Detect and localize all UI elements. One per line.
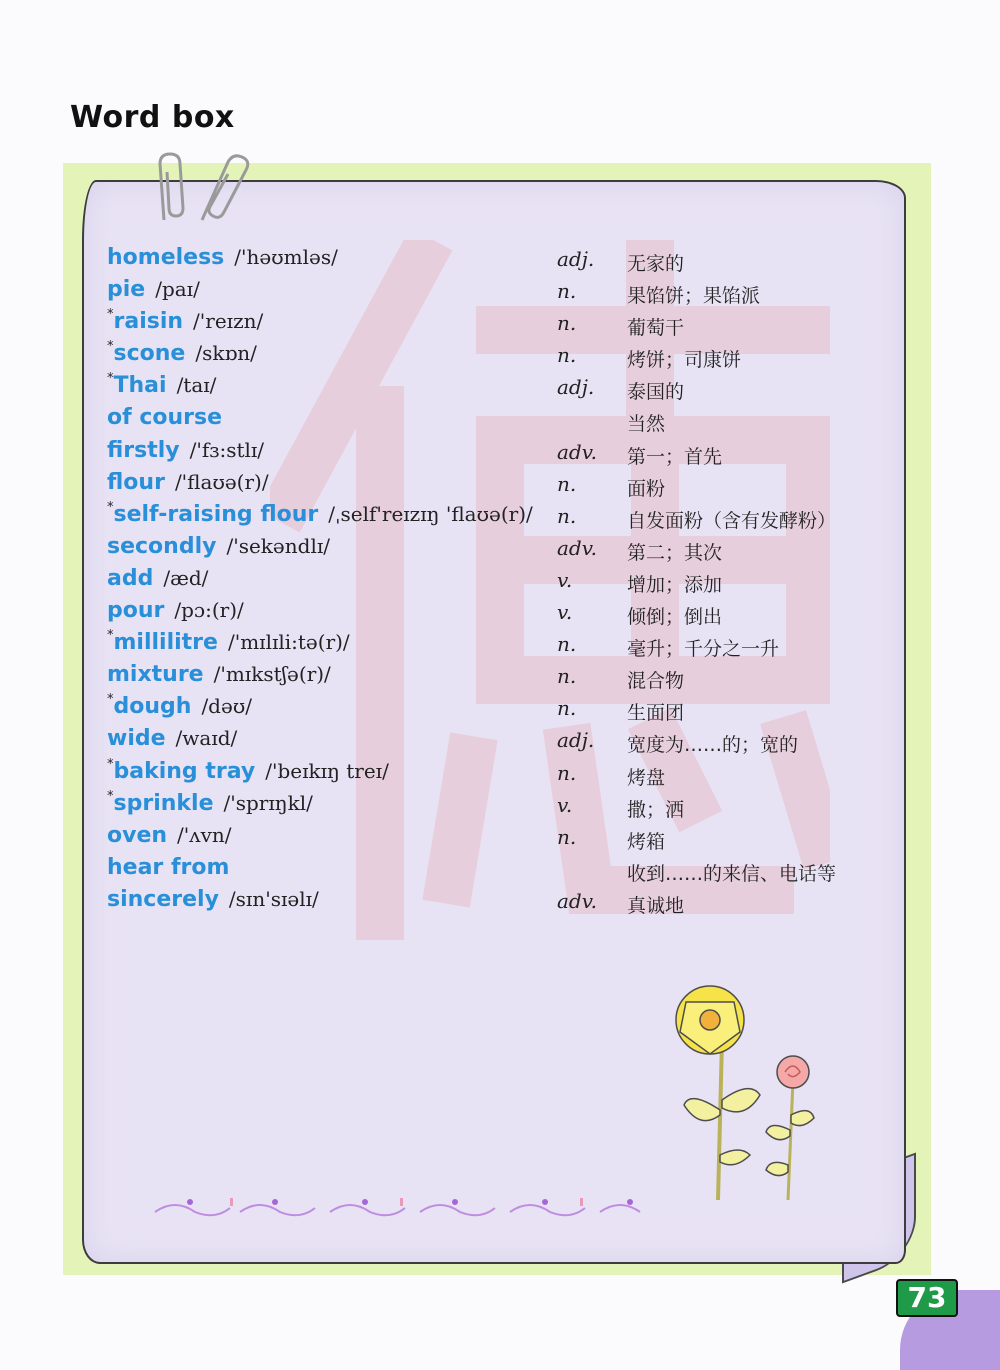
phonetic: /sɪn'sɪəlɪ/ [228,886,319,911]
word-term: *Thai /taɪ/ [107,371,217,399]
list-item [107,436,897,468]
phonetic: /'mɪkstʃə(r)/ [213,662,331,687]
meaning: 果馅饼；果馅派 [627,285,761,308]
word-term: pie /paɪ/ [107,277,200,303]
part-of-speech: v. [557,792,573,817]
meaning: 真诚地 [627,894,685,917]
meaning: 第一；首先 [627,445,723,468]
part-of-speech: n. [557,696,577,721]
list-item [107,724,897,756]
word-term: *sprinkle /'sprɪŋkl/ [107,788,313,816]
part-of-speech: adv. [557,888,598,913]
meaning: 增加；添加 [627,573,723,596]
ornament-border [150,1190,650,1230]
list-item [107,532,897,564]
word-term: firstly /'fɜ:stlɪ/ [107,437,265,463]
flower-icon [660,980,830,1210]
phonetic: /'reɪzn/ [193,309,264,334]
phonetic: /'həʊmləs/ [234,245,338,269]
part-of-speech: adv. [557,535,598,560]
meaning: 无家的 [627,253,685,275]
word-term: hear from [107,854,230,880]
phonetic: /'fɜ:stlɪ/ [189,437,265,462]
list-item [107,500,897,532]
meaning: 混合物 [627,670,685,693]
phonetic: /paɪ/ [155,277,200,302]
word-term: sincerely /sɪn'sɪəlɪ/ [107,886,319,912]
paperclip-icon [150,150,260,230]
part-of-speech: n. [557,503,577,528]
part-of-speech: n. [557,824,577,849]
meaning: 第二；其次 [627,541,723,564]
list-item [107,628,897,660]
part-of-speech: n. [557,343,577,368]
list-item [107,692,897,724]
phonetic: /'mɪlɪli:tə(r)/ [227,630,350,655]
part-of-speech: n. [557,311,577,336]
meaning: 收到……的来信、电话等 [627,862,837,885]
meaning: 面粉 [627,477,666,500]
phonetic: /skɒn/ [195,341,257,366]
word-term: *baking tray /'beɪkɪŋ treɪ/ [107,756,389,784]
word-term: of course [107,405,223,431]
word-term: *millilitre /'mɪlɪli:tə(r)/ [107,628,350,656]
meaning: 撒；洒 [627,798,685,821]
phonetic: /waɪd/ [175,726,238,751]
word-term: *raisin /'reɪzn/ [107,307,264,335]
word-term: oven /'ʌvn/ [107,822,232,848]
part-of-speech: adj. [557,247,595,271]
meaning: 倾倒；倒出 [627,606,723,629]
list-item [107,885,897,917]
part-of-speech: v. [557,600,573,625]
phonetic: /'sprɪŋkl/ [223,790,313,815]
phonetic: /taɪ/ [176,373,217,398]
list-item [107,371,897,403]
phonetic: /'sekəndlɪ/ [226,533,330,558]
meaning: 宽度为……的；宽的 [627,734,799,757]
word-list [107,243,897,917]
list-item [107,853,897,885]
list-item [107,468,897,500]
word-term: secondly /'sekəndlɪ/ [107,533,330,559]
phonetic: /'flaʊə(r)/ [174,469,269,494]
word-term: add /æd/ [107,565,209,591]
list-item [107,243,897,275]
word-term: flour /'flaʊə(r)/ [107,469,269,495]
part-of-speech: n. [557,471,577,496]
word-term: homeless /'həʊmləs/ [107,245,338,270]
list-item [107,339,897,371]
list-item [107,821,897,853]
list-item [107,275,897,307]
part-of-speech: adj. [557,375,595,400]
part-of-speech: n. [557,664,577,689]
meaning: 当然 [627,413,666,436]
list-item [107,403,897,435]
list-item [107,564,897,596]
list-item [107,757,897,789]
phonetic: /æd/ [163,565,209,590]
meaning: 烤盘 [627,766,666,789]
word-term: mixture /'mɪkstʃə(r)/ [107,662,331,688]
page-number: 73 [896,1279,958,1317]
part-of-speech: n. [557,279,577,304]
phonetic: /'ʌvn/ [177,822,232,847]
part-of-speech: adj. [557,728,595,753]
word-term: *dough /dəʊ/ [107,692,252,720]
page-title: Word box [70,100,235,135]
list-item [107,307,897,339]
phonetic: /pɔ:(r)/ [174,598,244,623]
meaning: 生面团 [627,702,685,725]
word-term: *self-raising flour /ˌself'reɪzɪŋ 'flaʊə(r)/ [107,499,533,527]
meaning: 自发面粉（含有发酵粉） [627,509,837,532]
phonetic: /'beɪkɪŋ treɪ/ [265,758,389,783]
meaning: 毫升；千分之一升 [627,638,780,661]
list-item [107,660,897,692]
part-of-speech: n. [557,632,577,657]
phonetic: /ˌself'reɪzɪŋ 'flaʊə(r)/ [328,501,533,526]
part-of-speech: n. [557,760,577,785]
part-of-speech: adv. [557,439,598,464]
word-term: pour /pɔ:(r)/ [107,598,244,624]
meaning: 泰国的 [627,381,685,404]
list-item [107,596,897,628]
meaning: 烤饼；司康饼 [627,349,742,372]
meaning: 烤箱 [627,830,666,853]
meaning: 葡萄干 [627,317,685,340]
word-term: *scone /skɒn/ [107,339,257,367]
phonetic: /dəʊ/ [201,694,252,719]
part-of-speech: v. [557,567,573,592]
list-item [107,789,897,821]
word-term: wide /waɪd/ [107,726,238,752]
